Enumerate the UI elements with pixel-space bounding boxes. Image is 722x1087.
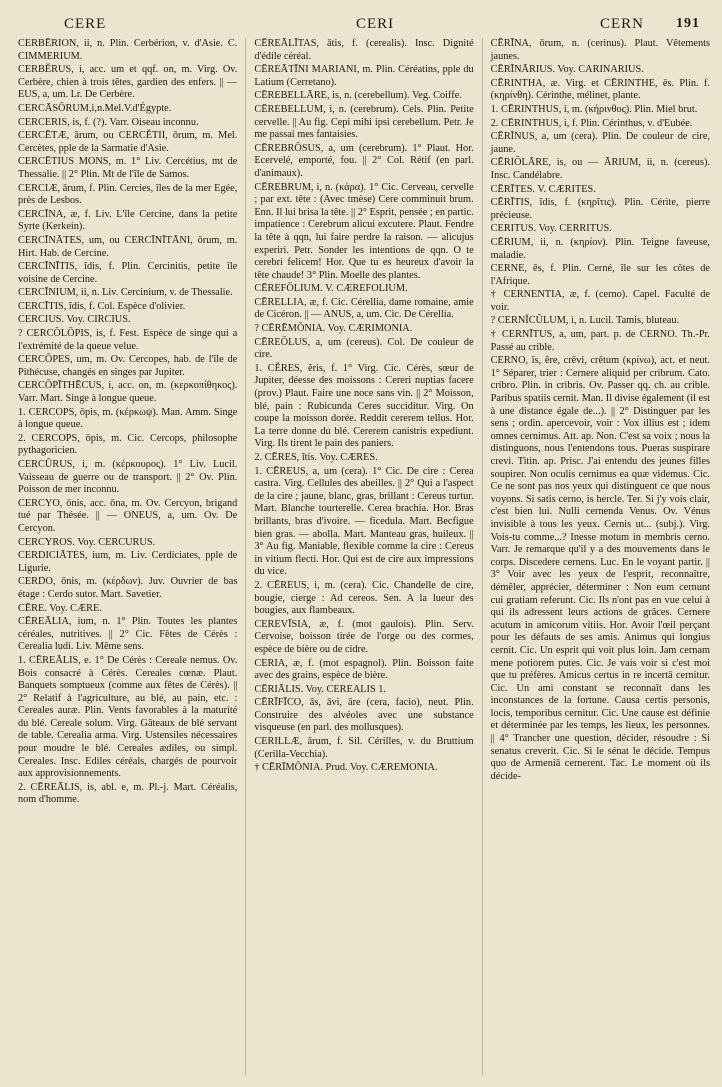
dictionary-entry: CĒRIUM, ii, n. (κηρίον). Plin. Teigne faveuse, maladie.	[490, 236, 710, 261]
dictionary-entry: CERCĪTIS, ĭdis, f. Col. Espèce d'olivier.	[18, 300, 186, 312]
dictionary-entry: CERCŌPĪTHĒCUS, i, acc. on, m. (κερκοπίθηκος). Varr. Mart. Singe à longue queue.	[18, 380, 238, 405]
dictionary-entry: CĒRINTHA, æ. Virg. et CĒRINTHE, ēs. Plin. f. (κηρίνθη). Cérinthe, mélinet, plante.	[490, 77, 710, 102]
dictionary-entry: CĒREŌLUS, a, um (cereus). Col. De couleur de cire.	[254, 336, 474, 361]
running-head-left: CERE	[64, 16, 107, 32]
dictionary-entry: 2. CĒRINTHUS, i, f. Plin. Cérinthus, v. d'Eubée.	[490, 117, 693, 129]
dictionary-entry: † CERNĪTUS, a, um, part. p. de CERNO. Th.-Pr. Passé au crible.	[490, 329, 710, 353]
dictionary-entry: CERCĪNA, æ, f. Liv. L'île Cercine, dans la petite Syrte (Kerkein).	[18, 208, 238, 233]
dictionary-entry: CERCĒTIUS MONS, m. 1° Liv. Cercétius, mt de Thessalie. || 2° Plin. Mt de l'île de Samos.	[18, 156, 238, 180]
dictionary-entry: CĒRĪNĀRIUS. Voy. CARINARIUS.	[490, 64, 644, 76]
dictionary-entry: CERCIUS. Voy. CIRCIUS.	[18, 314, 131, 326]
column-right	[482, 38, 710, 1076]
dictionary-entry: CEREVĪSIA, æ, f. (mot gaulois). Plin. Serv. Cervoise, boisson tirée de l'orge ou des cormes, espèce de bière ou de cidre.	[254, 618, 474, 655]
running-head-right: CERN	[600, 16, 645, 32]
dictionary-entry: 2. CĒREĀLIS, is, abl. e, m. Pl.-j. Mart. Céréalis, nom d'homme.	[18, 781, 238, 806]
dictionary-entry: CERILLÆ, ārum, f. Sil. Cérilles, v. du Bruttium (Cerilla-Vecchia).	[254, 736, 474, 760]
dictionary-entry: † CERNENTIA, æ, f. (cerno). Capel. Faculté de voir.	[490, 289, 710, 313]
dictionary-entry: CĒREBELLĀRE, is, n. (cerebellum). Veg. Coiffe.	[254, 90, 462, 102]
dictionary-entry: CERIA, æ, f. (mot espagnol). Plin. Boisson faite avec des grains, espèce de bière.	[254, 657, 474, 682]
dictionary-entry: CERCŌPES, um, m. Ov. Cercopes, hab. de l'île de Pithécuse, changés en singes par Jupiter.	[18, 354, 238, 378]
dictionary-entry: CERCYROS. Voy. CERCURUS.	[18, 536, 156, 548]
dictionary-entry: CERCERIS, is, f. (?). Varr. Oiseau inconnu.	[18, 116, 199, 128]
dictionary-entry: 1. CERCOPS, ōpis, m. (κέρκωψ). Man. Amm. Singe à longue queue.	[18, 406, 238, 431]
dictionary-entry: CERNE, ēs, f. Plin. Cerné, île sur les côtes de l'Afrique.	[490, 263, 710, 287]
dictionary-entry: CERITUS. Voy. CERRITUS.	[490, 223, 612, 235]
page-number: 191	[676, 16, 700, 31]
dictionary-entry: CĒREBRŌSUS, a, um (cerebrum). 1° Plaut. Hor. Ecervelé, emporté, fou. || 2° Col. Rétif (en parl. d'animaux).	[254, 142, 474, 179]
dictionary-entry: 1. CĒRINTHUS, i, m. (κήρινθος). Plin. Miel brut.	[490, 103, 698, 115]
dictionary-entry: CĒRĪTES. V. CÆRITES.	[490, 183, 596, 195]
dictionary-entry: CERCĪNIUM, ii, n. Liv. Cercinium, v. de Thessalie.	[18, 287, 233, 299]
dictionary-entry: CĒRELLIA, æ, f. Cic. Cérellia, dame romaine, amie de Cicéron. || — ANUS, a, um. Cic. De Cérellia.	[254, 296, 474, 321]
dictionary-entry: 2. CĒRES, ĭtis. Voy. CÆRES.	[254, 452, 378, 463]
dictionary-entry: CERCĪNĀTES, um, ou CERCĪNĪTĀNI, ōrum, m. Hirt. Hab. de Cercine.	[18, 234, 238, 259]
dictionary-entry: CERCĪNĪTIS, ĭdis, f. Plin. Cercinitis, petite île voisine de Cercine.	[18, 261, 238, 285]
dictionary-entry: 2. CĒREUS, i, m. (cera). Cic. Chandelle de cire, bougie, cierge : Ad cereos. Sen. A la lueur des bougies, aux flambeaux.	[254, 579, 474, 617]
dictionary-entry: CERCĒTÆ, ārum, ou CERCĔTII, ōrum, m. Mel. Cercètes, pple de la Sarmatie d'Asie.	[18, 130, 238, 154]
dictionary-entry: 2. CERCOPS, ōpis, m. Cic. Cercops, philosophe pythagoricien.	[18, 432, 238, 457]
dictionary-entry: 1. CĔRES, ĕris, f. 1° Virg. Cic. Cérès, sœur de Jupiter, déesse des moissons : Cereri nuptias facere (prov.) Plaut. Faire une noce sans vin. || 2° Moisson, blé, pain : Rubicunda Ceres succiditur. Virg. On coupe la moisson dorée. Reddit cererem tellus. Hor. La terre donne du blé. Cererem canistris expediunt. Virg. Ils tirent le pain des paniers.	[254, 362, 474, 450]
dictionary-entry: CĒREBRUM, i, n. (κάρα). 1° Cic. Cerveau, cervelle ; par ext. tête : (Avec tmèse) Cere comminuit brum. Enn. Il lui brisa la tête. || 2° Esprit, pensée ; en partic. impatience : Cerebrum alicui excutere. Plaut. Fendre la tête à qqn, lui faire perdre la raison. — alicujus experiri. Petr. Sonder les intentions de qqn. O te cerebri felicem! Hor. Que tu es heureux d'avoir la tête chaude! 3° Plin. Moelle des plantes.	[254, 181, 474, 281]
dictionary-entry: CĒRĪNA, ōrum, n. (cerinus). Plaut. Vêtements jaunes.	[490, 38, 710, 62]
dictionary-columns	[18, 38, 710, 1076]
dictionary-entry: CĒRE. Voy. CÆRE.	[18, 602, 102, 614]
column-left	[18, 38, 237, 1076]
column-center	[245, 38, 473, 1076]
dictionary-entry: CĒREĀTĪNI MARIANI, m. Plin. Céréatins, pple du Latium (Cerretano).	[254, 64, 474, 88]
dictionary-entry: CERCĀSŌRUM,i,n.Mel.V.d'Égypte.	[18, 102, 172, 114]
dictionary-entry: ? CĒRĒMŌNIA. Voy. CÆRIMONIA.	[254, 323, 413, 335]
dictionary-entry: CERCŪRUS, i, m. (κέρκουρος). 1° Liv. Lucil. Vaisseau de guerre ou de transport. || 2° Ov. Plin. Poisson de mer inconnu.	[18, 459, 238, 496]
page-header	[18, 10, 710, 34]
dictionary-entry: † CĒRĪMŌNIA. Prud. Voy. CÆREMONIA.	[254, 762, 438, 774]
dictionary-entry: CĒRIŎLĀRE, is, ou — ĀRIUM, ii, n. (cereus). Insc. Candélabre.	[490, 157, 710, 181]
dictionary-entry: 1. CĒREUS, a, um (cera). 1° Cic. De cire : Cerea castra. Virg. Cellules des abeilles. || 2° Qui a l'aspect de la cire ; jaune, blanc, gras, brillant : Cereus turtur. Mart. Blanche tourterelle. Cerea brachia. Hor. Bras brillants, bras d'ivoire. — ficedula. Mart. Becfigue bien gras. — abolla. Mart. Manteau gras, huileux. || 3° Au fig. Maniable, flexible comme la cire : Cereus in vitium flecti. Hor. Qui est de cire aux impressions du vice.	[254, 465, 474, 578]
dictionary-entry: CERBĔRUS, i, acc. um et qqf. on, m. Virg. Ov. Cerbère, chien à trois têtes, gardien des enfers. || — EUS, a, um. Lr. De Cerbère.	[18, 64, 238, 101]
dictionary-entry: CĒREFŌLIUM. V. CÆREFOLIUM.	[254, 283, 408, 295]
dictionary-entry: CERNO, ĭs, ĕre, crēvi, crētum (κρίνω), act. et neut. 1° Séparer, trier : Cernere aliquid per cribrum. Cato. cribro. Plin. in cribris. Ov. Passer qq. ch. au crible. Paribus spatiis cernit. Man. Il divise également (il est à une distance égale de...). || 2° Distinguer par les sens ; ordin. apercevoir, voir : Vox illius est ; idem omnes cernimus. Att. ap. Non. C'est sa voix ; nous la distinguons, nous l'entendons tous. Pueras suspirare crevi. Titin. ap. Prisc. J'ai entendu des jeunes filles soupirer. Non oculis cernimus ea quæ videmus. Cic. Ce ne sont pas nos yeux qui distinguent ce que nous voyons. Si satis cerno, is hercle. Ter. Si j'y vois clair, c'est bien lui. Nulli cernenda Venus. Ov. Vénus invisible à tous les yeux. Cernis ut... (subj.). Virg. Vois-tu comme...? Inesse motum in membris cerno. Varr. Je remarque qu'il y a des mouvements dans le corps. Discedere cernens. Luc. En le voyant partir. || 3° Voir avec les yeux de l'esprit, reconnaître, démêler, apprécier, déterminer : Non eum cernunt cui gratiam referunt. Cic. Ils n'ont pas en vue celui à qui ils adressent leurs actions de grâces. Cernere acutum in amicorum vitiis. Hor. Avoir l'œil perçant pour les défauts de ses amis. Animus qui longius cernit. Cic. Un esprit qui voit plus loin. Jam cernam mene potiorem putes. Cic. Je vais voir si c'est moi que tu préfères. Amicus certus in re incertā cernitur. Cic. Un ami constant se reconnaît dans les inconstances de la fortune. Causa certis personis, locis, temporibus cernitur. Cic. Une cause est définie et déterminée par les temps, les lieux, les personnes. || 4° Trancher une question, décider, résoudre : Si senatus creverit. Cic. Si le sénat le décide. Tempus quo de Armeniā cernerent. Tac. Le moment où ils décide-	[490, 355, 710, 782]
dictionary-entry: CERDICIĀTES, ium, m. Liv. Cerdiciates, pple de Ligurie.	[18, 550, 238, 574]
dictionary-entry: CERCIÆ, ārum, f. Plin. Cercies, îles de la mer Egée, près de Lesbos.	[18, 182, 238, 207]
dictionary-entry: ? CERNĬCŬLUM, i, n. Lucil. Tamis, bluteau.	[490, 315, 680, 327]
dictionary-entry: CĒREĀLĪTAS, ātis, f. (cerealis). Insc. Dignité d'édile céréal.	[254, 38, 474, 62]
dictionary-entry: CĒRĪFĪCO, ās, āvi, āre (cera, facio), neut. Plin. Construire des alvéoles avec une substance visqueuse (en parl. des mollusques).	[254, 697, 474, 734]
dictionary-entry: CĒRIĀLIS. Voy. CEREALIS 1.	[254, 683, 387, 695]
dictionary-entry: CERDO, ōnis, m. (κέρδων). Juv. Ouvrier de bas étage : Cerdo sutor. Mart. Savetier.	[18, 576, 238, 600]
dictionary-entry: 1. CĒREĀLIS, e. 1° De Cérès : Cereale nemus. Ov. Bois consacré à Cérès. Cereales cœnæ. Plaut. Banquets somptueux (comme aux fêtes de Cérès). || 2° Relatif à l'agriculture, au blé, au pain, etc. : Cereales auræ. Plin. Vents favorables à la maturité du blé. Cereale solum. Virg. Gâteaux de blé servant de table. Cerealia arma. Virg. Ustensiles nécessaires pour moudre le blé. Cereales ædiles, ou simpl. Cereales. Insc. Ediles céréals, chargés de pourvoir aux approvisionnements.	[18, 654, 238, 780]
dictionary-entry: CĒRĪNUS, a, um (cera). Plin. De couleur de cire, jaune.	[490, 131, 710, 155]
running-head-center: CERI	[356, 16, 395, 32]
dictionary-entry: CĒREĀLIA, ium, n. 1° Plin. Toutes les plantes céréales, nutritives. || 2° Cic. Fêtes de Cérès : Cerealia ludi. Liv. Même sens.	[18, 616, 238, 653]
dictionary-entry: ? CERCŎLŌPIS, is, f. Fest. Espèce de singe qui a l'extrémité de la queue velue.	[18, 328, 238, 352]
dictionary-entry: CĒRĪTIS, ĭdis, f. (κηρῖτις). Plin. Cérite, pierre précieuse.	[490, 197, 710, 221]
dictionary-entry: CERBĒRION, ii, n. Plin. Cerbérion, v. d'Asie. C. CIMMERIUM.	[18, 38, 238, 62]
dictionary-entry: CERCYO, ōnis, acc. ōna, m. Ov. Cercyon, brigand tué par Thésée. || — ONEUS, a, um. Ov. De Cercyon.	[18, 497, 238, 534]
dictionary-entry: CĒREBELLUM, i, n. (cerebrum). Cels. Plin. Petite cervelle. || Au fig. Cepi mihi ipsi cerebellum. Petr. Je me passai mes fantaisies.	[254, 103, 474, 141]
